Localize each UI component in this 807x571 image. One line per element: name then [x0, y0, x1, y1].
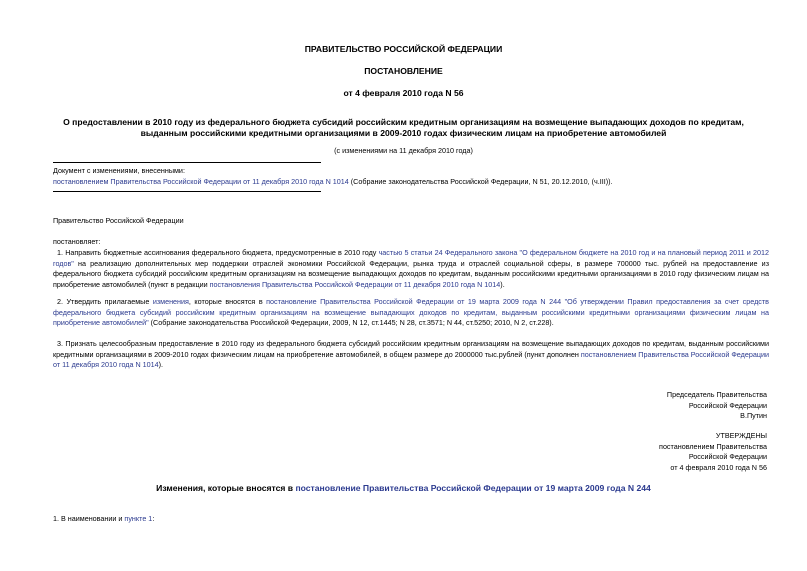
change-item-1 [53, 514, 154, 525]
paragraph-1-text-c: ). [500, 280, 505, 290]
changes-heading-decree-link[interactable]: постановление Правительства Российской Федерации от 19 марта 2009 года N 244 [295, 483, 651, 493]
paragraph-1-text-a: 1. Направить бюджетные ассигнования федерального бюджета, предусмотренные в 2010 году [57, 248, 379, 257]
approved-by: постановлением Правительства [659, 441, 767, 451]
paragraph-3 [53, 339, 769, 371]
paragraph-2-text-c: (Собрание законодательства Российской Федерации, 2009, N 12, ст.1445; N 28, ст.3571; N 44, ст.5250; 2010, N 2, ст.228). [148, 318, 554, 328]
issuer: Правительство Российской Федерации [53, 216, 184, 225]
federal-budget-law-link[interactable]: частью 5 статьи 24 Федерального закона "О федеральном бюджете на 2010 год и на плановый период 2011 и 2012 годов" [53, 248, 770, 268]
changes-box-entry [53, 177, 753, 188]
paragraph-1-text-b: на реализацию дополнительных мер поддержки отраслей экономики Российской Федерации, рынка труда и отраслей социальной сферы, в размере 700000 тыс. рублей на предоставление из федерального бюджета субсидий российским кредитным организациям на возмещение выпадающих доходов по кредитам, выданным российскими кредитными организациями в 2010 году физическим лицам на приобретение автомобилей (пункт в редакции [53, 258, 769, 290]
changes-heading [0, 483, 807, 494]
change-item-1-text: 1. В наименовании и [53, 514, 125, 523]
paragraph-1 [53, 248, 769, 291]
paragraph-3-text-a: 3. Признать целесообразным предоставление в 2010 году из федерального бюджета субсидий российским кредитным организациям на возмещение выпадающих доходов по кредитам, выданным российскими кредитными организациями в 2009-2010 годах физическим лицам на приобретение автомобилей, в общем размере до 2000000 тыс.рублей (пункт дополнен [53, 339, 769, 359]
changes-box [53, 166, 753, 187]
paragraph-1-edition-link[interactable]: постановления Правительства Российской Федерации от 11 декабря 2010 года N 1014 [209, 280, 501, 290]
changes-box-label: Документ с изменениями, внесенными: [53, 166, 185, 175]
document-title [20, 117, 787, 139]
changes-box-source: (Собрание законодательства Российской Федерации, N 51, 20.12.2010, (ч.III)). [348, 176, 613, 186]
paragraph-2-text-b: , которые вносятся в [188, 297, 267, 306]
document-title-line-2: выданным российскими кредитными организациями в 2009-2010 годах физическим лицам на приобретение автомобилей [140, 128, 667, 138]
paragraph-3-amendment-link[interactable]: постановлением Правительства Российской Федерации от 11 декабря 2010 года N 1014 [53, 349, 769, 370]
approved-block [467, 431, 767, 474]
clause-1-link[interactable]: пункте 1 [124, 514, 153, 523]
paragraph-3-text-c: ). [158, 360, 164, 370]
amending-decree-link[interactable]: постановлением Правительства Российской Федерации от 11 декабря 2010 года N 1014 [53, 176, 349, 186]
changes-box-bottom-rule [53, 191, 321, 192]
signature-name: В.Путин [740, 411, 767, 421]
paragraph-2 [53, 297, 769, 329]
government-name: ПРАВИТЕЛЬСТВО РОССИЙСКОЙ ФЕДЕРАЦИИ [304, 44, 503, 54]
change-item-1-colon: : [152, 514, 155, 523]
changes-box-top-rule [53, 162, 321, 163]
approved-date: от 4 февраля 2010 года N 56 [670, 463, 767, 473]
document-type: ПОСТАНОВЛЕНИЕ [364, 66, 443, 76]
decree-244-link[interactable]: постановление Правительства Российской Федерации от 19 марта 2009 года N 244 "Об утверждении Правил предоставления за счет средств федерального бюджета субсидий российским кредитным организациям на возмещение выпадающих доходов по кредитам, выданным российскими кредитными организациями физическим лицам на приобретение автомобилей" [53, 297, 769, 328]
amendment-note: (с изменениями на 11 декабря 2010 года) [334, 146, 473, 155]
approved-country: Российской Федерации [688, 452, 767, 462]
paragraph-2-text-a: 2. Утвердить прилагаемые [57, 297, 153, 306]
approved-title: УТВЕРЖДЕНЫ [715, 431, 767, 440]
document-date-number: от 4 февраля 2010 года N 56 [343, 88, 464, 98]
signature-country: Российской Федерации [688, 400, 767, 410]
signature-position: Председатель Правительства [666, 390, 767, 399]
document-title-line-1: О предоставлении в 2010 году из федерального бюджета субсидий российским кредитным организациям на возмещение выпадающих доходов по кредитам, [63, 117, 744, 127]
changes-heading-text: Изменения, которые вносятся в [156, 483, 296, 493]
signature-block [467, 390, 767, 422]
decrees-word: постановляет: [53, 237, 101, 246]
changes-link[interactable]: изменения [152, 297, 189, 306]
